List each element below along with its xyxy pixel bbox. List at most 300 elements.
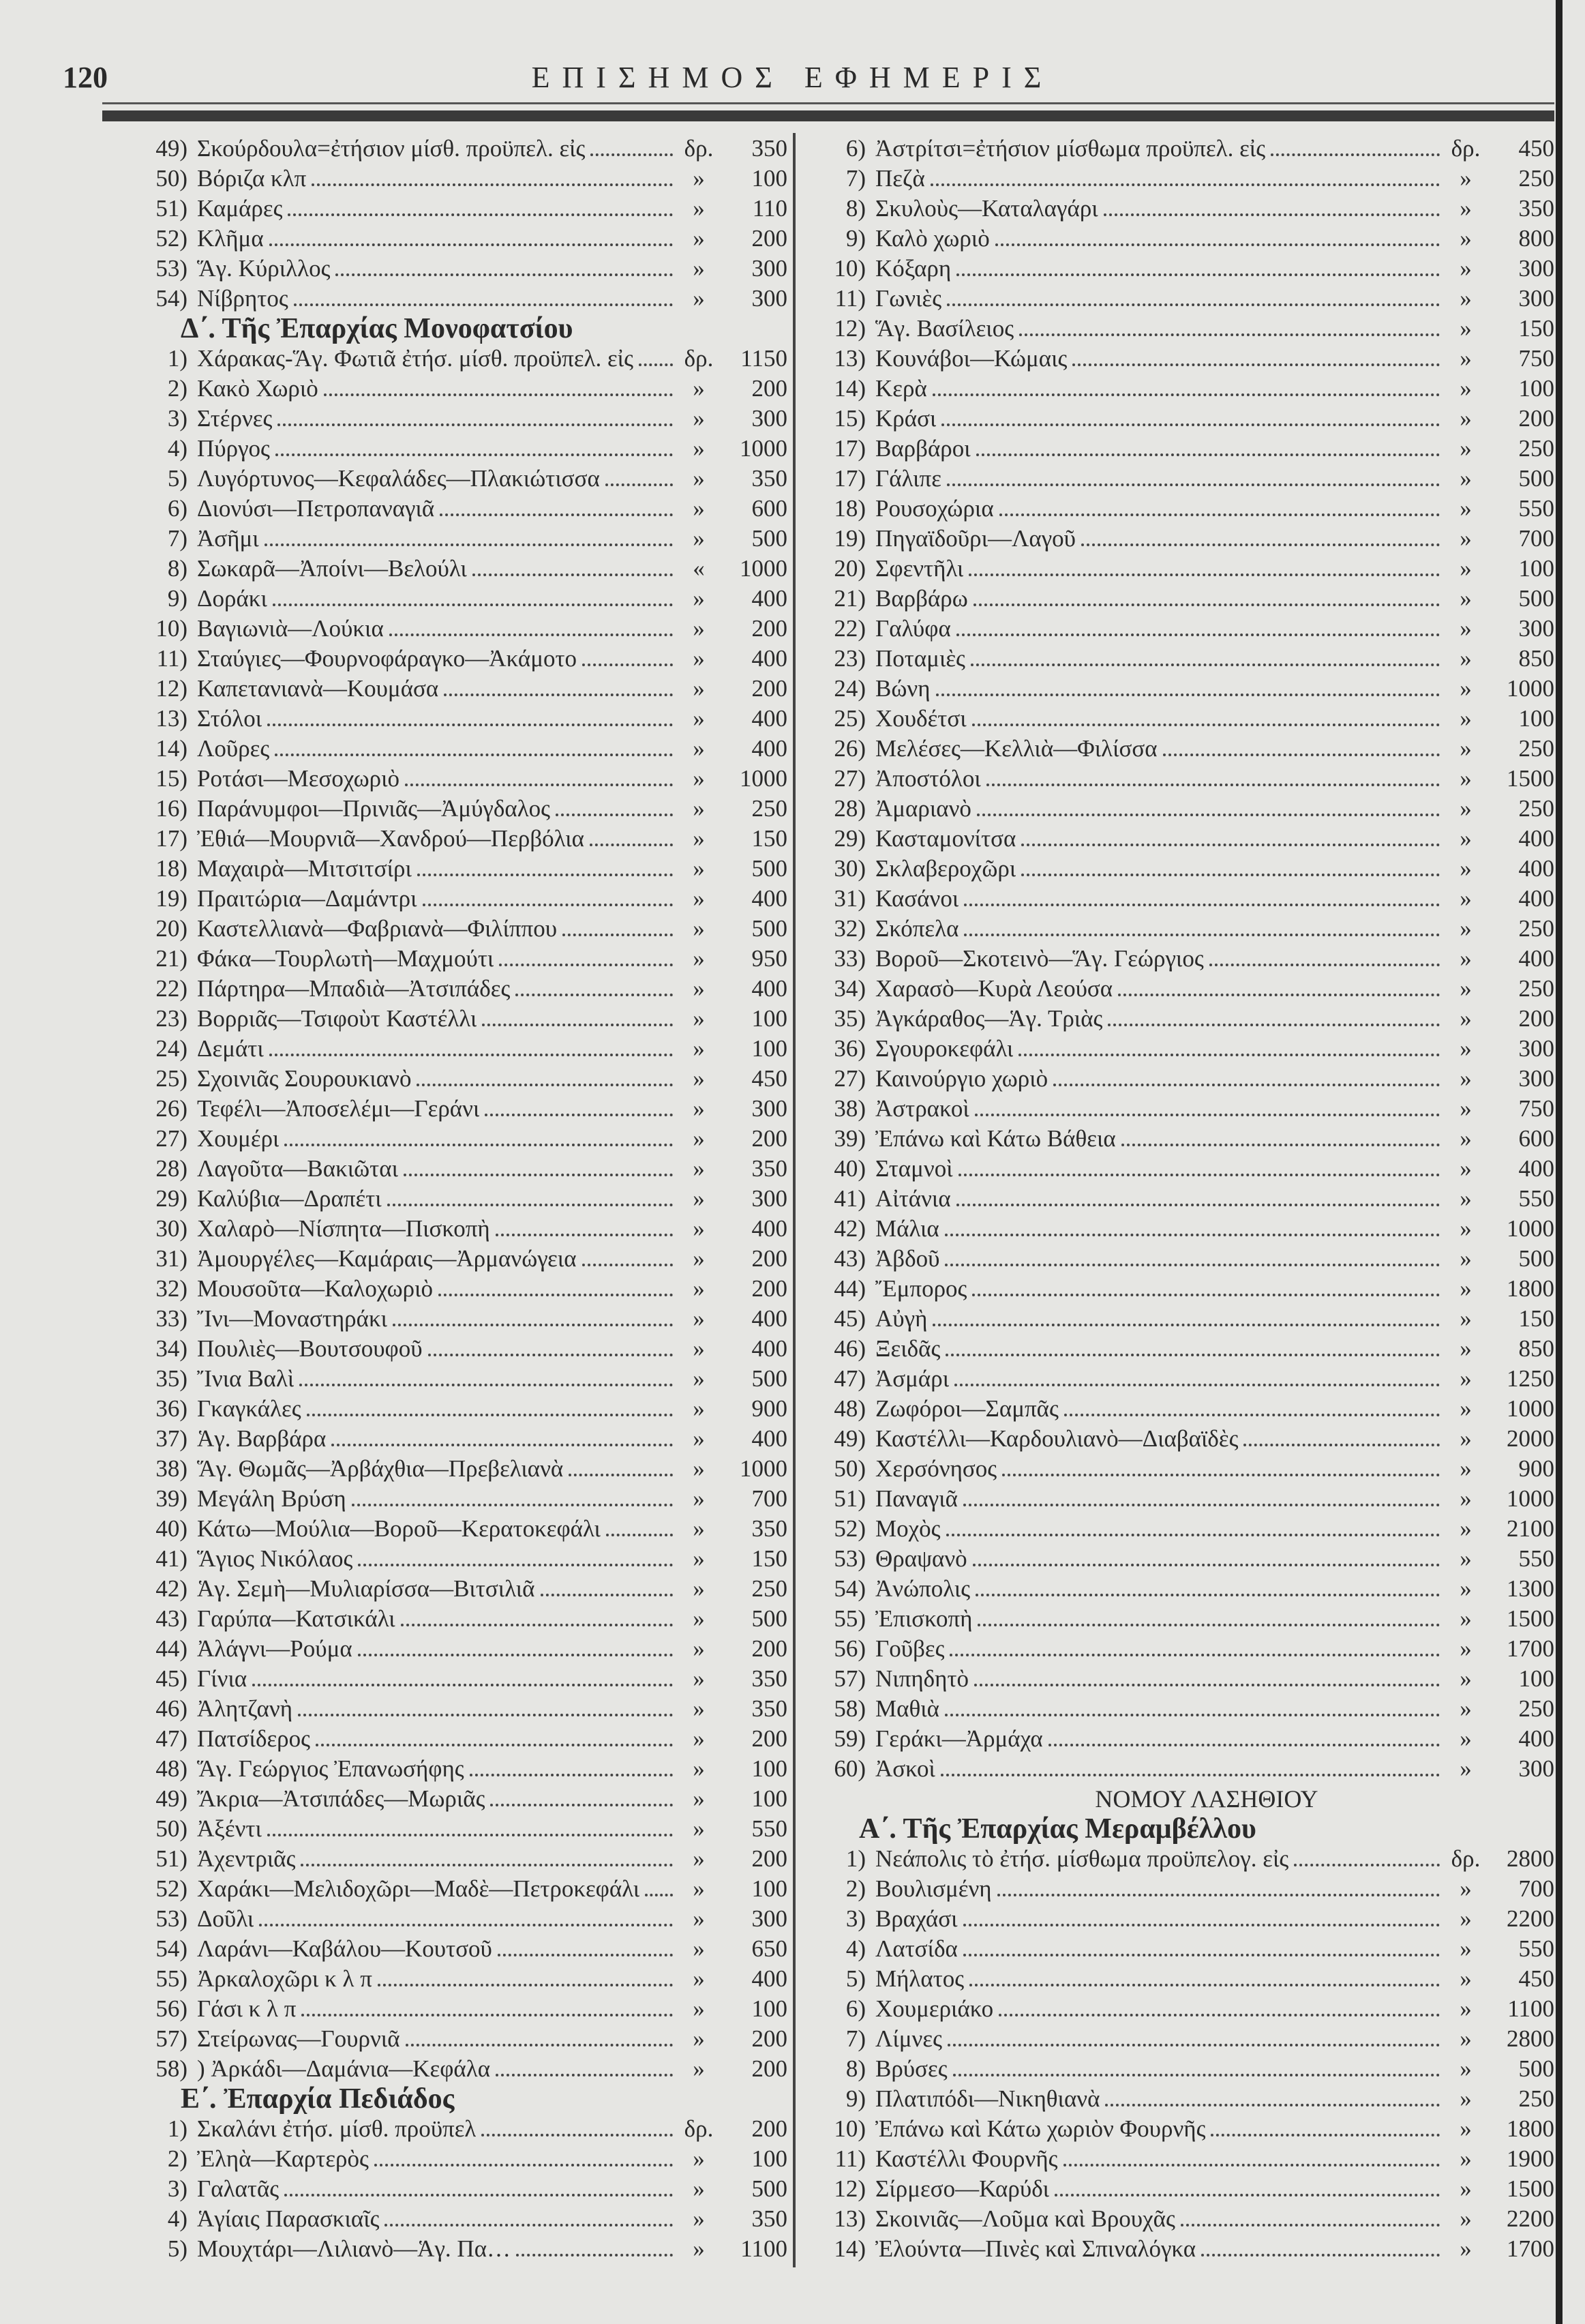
dot-leader <box>267 1834 673 1836</box>
dot-leader <box>995 243 1440 246</box>
list-item <box>65 524 787 554</box>
item-unit-mark: » <box>1460 1305 1472 1332</box>
item-value: 300 <box>1518 615 1554 642</box>
list-item <box>804 1724 1554 1754</box>
item-unit-mark: » <box>1460 915 1472 942</box>
item-unit-mark: » <box>1460 615 1472 642</box>
item-value: 750 <box>1518 1095 1554 1122</box>
item-value: 300 <box>751 1905 787 1932</box>
list-item <box>804 1364 1554 1394</box>
item-value: 600 <box>751 495 787 522</box>
item-value: 900 <box>1518 1455 1554 1482</box>
item-unit-mark: » <box>1460 195 1472 222</box>
item-value: 200 <box>751 1275 787 1302</box>
list-item <box>65 2054 787 2084</box>
item-unit-mark: » <box>693 195 705 222</box>
item-name: Ἅγ. Βασίλειος <box>875 315 1014 342</box>
list-item <box>804 914 1554 944</box>
header-rule-thick <box>102 110 1554 121</box>
item-name: Μάλια <box>875 1215 939 1242</box>
item-number: 20) <box>834 555 866 582</box>
item-number: 53) <box>155 1905 187 1932</box>
list-item <box>65 2204 787 2234</box>
list-item <box>65 1064 787 1094</box>
item-number: 22) <box>155 975 187 1002</box>
list-item <box>65 1874 787 1904</box>
item-name: Χάρακας-Ἅγ. Φωτιᾶ ἐτήσ. μίσθ. προϋπελ. εἰς <box>197 345 633 372</box>
item-name: Ἀστρίτσι=ἐτήσιον μίσθωμα προϋπελ. εἰς <box>875 135 1266 162</box>
item-value: 300 <box>751 1095 787 1122</box>
item-number: 17) <box>155 825 187 852</box>
item-value: 550 <box>751 1815 787 1842</box>
list-item <box>65 1754 787 1784</box>
item-number: 43) <box>834 1245 866 1272</box>
item-value: 300 <box>1518 1035 1554 1062</box>
dot-leader <box>936 694 1440 696</box>
item-unit-mark: » <box>1460 1125 1472 1152</box>
list-item <box>804 1874 1554 1904</box>
list-item <box>804 1964 1554 1994</box>
item-number: 55) <box>155 1965 187 1992</box>
list-item <box>804 344 1554 374</box>
item-value: 1500 <box>1507 2175 1554 2202</box>
item-value: 1000 <box>740 555 787 582</box>
list-item <box>804 194 1554 224</box>
item-unit-mark: δρ. <box>1451 135 1481 162</box>
dot-leader <box>999 2014 1440 2016</box>
item-number: 6) <box>845 1995 866 2022</box>
item-unit-mark: » <box>693 465 705 492</box>
item-name: Ἀσκοὶ <box>875 1755 935 1782</box>
dot-leader <box>440 513 673 516</box>
dot-leader <box>428 1354 673 1356</box>
item-number: 50) <box>155 1815 187 1842</box>
list-item <box>804 314 1554 344</box>
item-unit-mark: » <box>693 1455 705 1482</box>
item-name: Στείρωνας—Γουρνιᾶ <box>197 2025 400 2052</box>
item-name: Νιπηδητὸ <box>875 1665 969 1692</box>
list-item <box>65 1934 787 1964</box>
item-name: Ἁγ. Βαρβάρα <box>197 1425 327 1452</box>
dot-leader <box>1002 1474 1440 1476</box>
item-value: 350 <box>751 1515 787 1542</box>
item-number: 54) <box>834 1575 866 1602</box>
item-unit-mark: » <box>1460 945 1472 972</box>
item-unit-mark: » <box>1460 525 1472 552</box>
item-value: 400 <box>1518 825 1554 852</box>
item-value: 700 <box>1518 1875 1554 1902</box>
item-value: 400 <box>1518 945 1554 972</box>
item-unit-mark: » <box>693 855 705 882</box>
dot-leader <box>941 423 1440 426</box>
list-item <box>804 524 1554 554</box>
list-item <box>65 1784 787 1814</box>
item-value: 850 <box>1518 1335 1554 1362</box>
item-unit-mark: » <box>1460 1665 1472 1692</box>
item-number: 33) <box>834 945 866 972</box>
list-item <box>65 1304 787 1334</box>
list-item <box>65 164 787 194</box>
item-unit-mark: » <box>693 1875 705 1902</box>
item-name: Χαρασὸ—Κυρὰ Λεούσα <box>875 975 1113 1002</box>
list-item <box>804 1034 1554 1064</box>
item-unit-mark: » <box>1460 405 1472 432</box>
item-value: 1100 <box>740 2235 787 2262</box>
dot-leader <box>288 213 673 216</box>
dot-leader <box>933 393 1440 396</box>
item-unit-mark: » <box>693 1005 705 1032</box>
item-number: 13) <box>834 345 866 372</box>
item-name: Πάρτηρα—Μπαδιὰ—Ἀτσιπάδες <box>197 975 511 1002</box>
item-value: 400 <box>751 1425 787 1452</box>
item-name: Καστέλλι Φουρνῆς <box>875 2145 1058 2172</box>
list-item <box>65 1244 787 1274</box>
item-number: 30) <box>155 1215 187 1242</box>
item-value: 400 <box>751 705 787 732</box>
list-item <box>804 974 1554 1004</box>
item-value: 200 <box>751 675 787 702</box>
item-number: 11) <box>834 2145 866 2172</box>
list-item <box>804 1424 1554 1454</box>
item-value: 100 <box>1518 375 1554 402</box>
dot-leader <box>496 2074 673 2076</box>
item-unit-mark: » <box>693 1185 705 1212</box>
dot-leader <box>312 183 673 186</box>
item-value: 250 <box>1518 1695 1554 1722</box>
list-item <box>804 1664 1554 1694</box>
item-value: 200 <box>751 1725 787 1752</box>
item-unit-mark: » <box>1460 975 1472 1002</box>
dot-leader <box>999 513 1440 516</box>
dot-leader <box>946 1354 1440 1356</box>
item-value: 500 <box>1518 465 1554 492</box>
item-unit-mark: » <box>1460 1425 1472 1452</box>
item-number: 27) <box>834 1065 866 1092</box>
list-item <box>804 1334 1554 1364</box>
item-number: 29) <box>834 825 866 852</box>
item-unit-mark: » <box>1460 855 1472 882</box>
item-unit-mark: » <box>693 1575 705 1602</box>
item-value: 800 <box>1518 225 1554 252</box>
item-value: 400 <box>751 885 787 912</box>
item-value: 450 <box>1518 1965 1554 1992</box>
item-unit-mark: » <box>1460 2085 1472 2112</box>
item-name: Σκαλάνι ἐτήσ. μίσθ. προϋπελ <box>197 2115 477 2142</box>
item-value: 2100 <box>1507 1515 1554 1542</box>
list-item <box>65 614 787 644</box>
list-item <box>65 704 787 734</box>
item-value: 1700 <box>1507 2235 1554 2262</box>
item-value: 1500 <box>1507 1605 1554 1632</box>
dot-leader <box>378 1984 673 1986</box>
list-item <box>804 1754 1554 1784</box>
item-number: 4) <box>845 1935 866 1962</box>
item-number: 37) <box>155 1425 187 1452</box>
list-item <box>65 1814 787 1844</box>
list-item <box>804 1634 1554 1664</box>
item-name: Ἀσμάρι <box>875 1365 950 1392</box>
item-number: 15) <box>155 765 187 792</box>
list-item <box>65 794 787 824</box>
item-value: 250 <box>751 1575 787 1602</box>
item-unit-mark: » <box>693 1725 705 1752</box>
item-unit-mark: » <box>1460 1035 1472 1062</box>
item-unit-mark: » <box>1460 1575 1472 1602</box>
dot-leader <box>986 784 1440 786</box>
item-unit-mark: » <box>1460 255 1472 282</box>
item-number: 22) <box>834 615 866 642</box>
item-number: 25) <box>155 1065 187 1092</box>
item-name: Κράσι <box>875 405 937 432</box>
item-unit-mark: » <box>1460 1905 1472 1932</box>
list-item <box>65 824 787 854</box>
item-unit-mark: » <box>1460 1545 1472 1572</box>
dot-leader <box>1163 754 1440 756</box>
item-name: Ἀγκάραθος—Ἁγ. Τριὰς <box>875 1005 1103 1032</box>
dot-leader <box>976 453 1440 456</box>
item-value: 1150 <box>740 345 787 372</box>
item-name: Ἐπάνω καὶ Κάτω χωριὸν Φουρνῆς <box>875 2115 1206 2142</box>
item-value: 1000 <box>1507 675 1554 702</box>
item-value: 550 <box>1518 1185 1554 1212</box>
item-number: 17) <box>834 435 866 462</box>
item-number: 20) <box>155 915 187 942</box>
item-name: Λίμνες <box>875 2025 942 2052</box>
list-item <box>804 1304 1554 1334</box>
item-number: 49) <box>155 1785 187 1812</box>
item-number: 28) <box>155 1155 187 1182</box>
item-name: Ἀσῆμι <box>197 525 259 552</box>
item-name: Μαχαιρὰ—Μιτσιτσίρι <box>197 855 412 882</box>
item-value: 1000 <box>740 1455 787 1482</box>
item-value: 150 <box>751 825 787 852</box>
dot-leader <box>1053 1084 1440 1086</box>
item-number: 50) <box>834 1455 866 1482</box>
item-number: 32) <box>155 1275 187 1302</box>
item-unit-mark: » <box>1460 1515 1472 1542</box>
item-name: Κακὸ Χωριὸ <box>197 375 318 402</box>
item-value: 550 <box>1518 1545 1554 1572</box>
list-item <box>804 764 1554 794</box>
dot-leader <box>335 273 673 276</box>
item-name: Καλύβια—Δραπέτι <box>197 1185 382 1212</box>
item-number: 47) <box>155 1725 187 1752</box>
list-item <box>65 674 787 704</box>
item-name: Σκλαβεροχῶρι <box>875 855 1016 882</box>
item-unit-mark: » <box>1460 675 1472 702</box>
item-value: 1700 <box>1507 1635 1554 1662</box>
dot-leader <box>569 1474 673 1476</box>
item-number: 23) <box>834 645 866 672</box>
item-unit-mark: » <box>693 2025 705 2052</box>
item-name: Θραψανὸ <box>875 1545 967 1572</box>
list-item <box>804 1394 1554 1424</box>
item-name: Ἴνια Βαλὶ <box>197 1365 295 1392</box>
item-value: 300 <box>1518 1755 1554 1782</box>
dot-leader <box>1209 964 1440 966</box>
item-value: 250 <box>1518 975 1554 1002</box>
item-number: 3) <box>167 405 187 432</box>
item-value: 250 <box>1518 915 1554 942</box>
item-number: 27) <box>155 1125 187 1152</box>
item-number: 9) <box>845 2085 866 2112</box>
dot-leader <box>496 1234 673 1236</box>
dot-leader <box>933 1324 1440 1326</box>
item-unit-mark: » <box>693 1785 705 1812</box>
item-name: Μαθιὰ <box>875 1695 939 1722</box>
item-unit-mark: » <box>1460 1935 1472 1962</box>
dot-leader <box>275 754 673 756</box>
item-number: 14) <box>834 375 866 402</box>
dot-leader <box>490 1804 673 1806</box>
item-name: Βόριζα κλπ <box>197 165 307 192</box>
dot-leader <box>423 904 673 906</box>
list-item <box>65 1574 787 1604</box>
item-number: 25) <box>834 705 866 732</box>
list-item <box>804 1244 1554 1274</box>
item-name: Μουσοῦτα—Καλοχωριὸ <box>197 1275 434 1302</box>
list-item <box>65 1214 787 1244</box>
item-unit-mark: » <box>693 495 705 522</box>
list-item <box>804 1694 1554 1724</box>
item-value: 2200 <box>1507 1905 1554 1932</box>
item-value: 300 <box>1518 285 1554 312</box>
list-item <box>65 1514 787 1544</box>
item-unit-mark: » <box>693 1395 705 1422</box>
page-title: ΕΠΙΣΗΜΟΣ ΕΦΗΜΕΡΙΣ <box>531 61 1054 94</box>
item-value: 600 <box>1518 1125 1554 1152</box>
list-item <box>65 494 787 524</box>
dot-leader <box>969 573 1440 576</box>
item-name: Νεάπολις τὸ ἐτήσ. μίσθωμα προϋπελογ. εἰς <box>875 1845 1289 1872</box>
dot-leader <box>974 1684 1440 1686</box>
dot-leader <box>331 1444 673 1446</box>
item-name: Ἀποστόλοι <box>875 765 981 792</box>
item-unit-mark: » <box>693 255 705 282</box>
dot-leader <box>964 904 1440 906</box>
list-item <box>65 1424 787 1454</box>
list-item <box>65 1634 787 1664</box>
item-unit-mark: » <box>693 375 705 402</box>
item-value: 100 <box>1518 705 1554 732</box>
item-number: 1) <box>845 1845 866 1872</box>
item-value: 200 <box>1518 405 1554 432</box>
list-item <box>804 1154 1554 1184</box>
item-value: 100 <box>751 1035 787 1062</box>
item-unit-mark: » <box>693 1425 705 1452</box>
item-value: 200 <box>751 225 787 252</box>
item-number: 50) <box>155 165 187 192</box>
list-item <box>804 1574 1554 1604</box>
dot-leader <box>973 1564 1440 1566</box>
dot-leader <box>562 934 673 936</box>
item-name: Ἐληὰ—Καρτερὸς <box>197 2145 369 2172</box>
item-name: Κασταμονίτσα <box>875 825 1016 852</box>
item-name: Ἐπισκοπὴ <box>875 1605 973 1632</box>
list-item <box>804 1184 1554 1214</box>
list-item <box>65 854 787 884</box>
list-item <box>804 404 1554 434</box>
item-unit-mark: » <box>693 975 705 1002</box>
dot-leader <box>269 1054 673 1056</box>
item-unit-mark: » <box>1460 435 1472 462</box>
list-item <box>65 1454 787 1484</box>
item-value: 500 <box>1518 585 1554 612</box>
item-unit-mark: » <box>693 735 705 762</box>
item-value: 400 <box>751 645 787 672</box>
item-unit-mark: » <box>1460 1275 1472 1302</box>
dot-leader <box>947 303 1440 306</box>
item-number: 21) <box>155 945 187 972</box>
item-unit-mark: » <box>1460 1095 1472 1122</box>
dot-leader <box>972 1294 1440 1296</box>
item-number: 5) <box>167 2235 187 2262</box>
item-name: Γαλύφα <box>875 615 951 642</box>
item-number: 35) <box>834 1005 866 1032</box>
item-name: ) Ἀρκάδι—Δαμάνια—Κεφάλα <box>197 2055 491 2082</box>
item-name: Ἄκρια—Ἀτσιπάδες—Μωριᾶς <box>197 1785 485 1812</box>
item-value: 350 <box>751 1665 787 1692</box>
item-value: 500 <box>751 915 787 942</box>
item-value: 2800 <box>1507 2025 1554 2052</box>
list-item <box>65 734 787 764</box>
item-value: 250 <box>1518 735 1554 762</box>
item-name: Διονύσι—Πετροπαναγιᾶ <box>197 495 435 522</box>
dot-leader <box>405 784 673 786</box>
item-name: Γεράκι—Ἀρμάχα <box>875 1725 1043 1752</box>
item-unit-mark: » <box>1460 2115 1472 2142</box>
page-edge-border <box>1556 0 1563 2324</box>
item-value: 2800 <box>1507 1845 1554 1872</box>
dot-leader <box>582 1264 673 1266</box>
item-unit-mark: » <box>1460 1725 1472 1752</box>
item-name: Πατσίδερος <box>197 1725 310 1752</box>
header-rule-thin <box>102 102 1554 104</box>
item-value: 200 <box>751 615 787 642</box>
item-number: 52) <box>155 225 187 252</box>
item-name: Ἀρκαλοχῶρι κ λ π <box>197 1965 372 1992</box>
item-number: 8) <box>845 195 866 222</box>
dot-leader <box>978 1624 1440 1626</box>
item-name: Καπετανιανὰ—Κουμάσα <box>197 675 439 702</box>
item-unit-mark: δρ. <box>684 135 714 162</box>
item-name: Πεζὰ <box>875 165 925 192</box>
item-name: Γαλατᾶς <box>197 2175 280 2202</box>
item-value: 650 <box>751 1935 787 1962</box>
dot-leader <box>481 2134 673 2136</box>
item-name: Στόλοι <box>197 705 262 732</box>
item-value: 250 <box>1518 2085 1554 2112</box>
item-name: Χουδέτσι <box>875 705 967 732</box>
list-item <box>804 794 1554 824</box>
item-value: 500 <box>751 1605 787 1632</box>
item-name: Μελέσες—Κελλιὰ—Φιλίσσα <box>875 735 1158 762</box>
list-item <box>65 2174 787 2204</box>
item-name: Φάκα—Τουρλωτὴ—Μαχμούτι <box>197 945 494 972</box>
item-name: Τεφέλι—Ἀποσελέμι—Γεράνι <box>197 1095 480 1122</box>
item-value: 100 <box>751 1785 787 1812</box>
dot-leader <box>284 2194 673 2196</box>
item-name: Σφεντῆλι <box>875 555 964 582</box>
list-item <box>65 1964 787 1994</box>
item-number: 1) <box>167 2115 187 2142</box>
dot-leader <box>590 844 673 846</box>
list-item <box>804 1604 1554 1634</box>
item-value: 2200 <box>1507 2205 1554 2232</box>
dot-leader <box>645 1894 673 1896</box>
dot-leader <box>1294 1864 1440 1866</box>
list-item <box>65 224 787 254</box>
